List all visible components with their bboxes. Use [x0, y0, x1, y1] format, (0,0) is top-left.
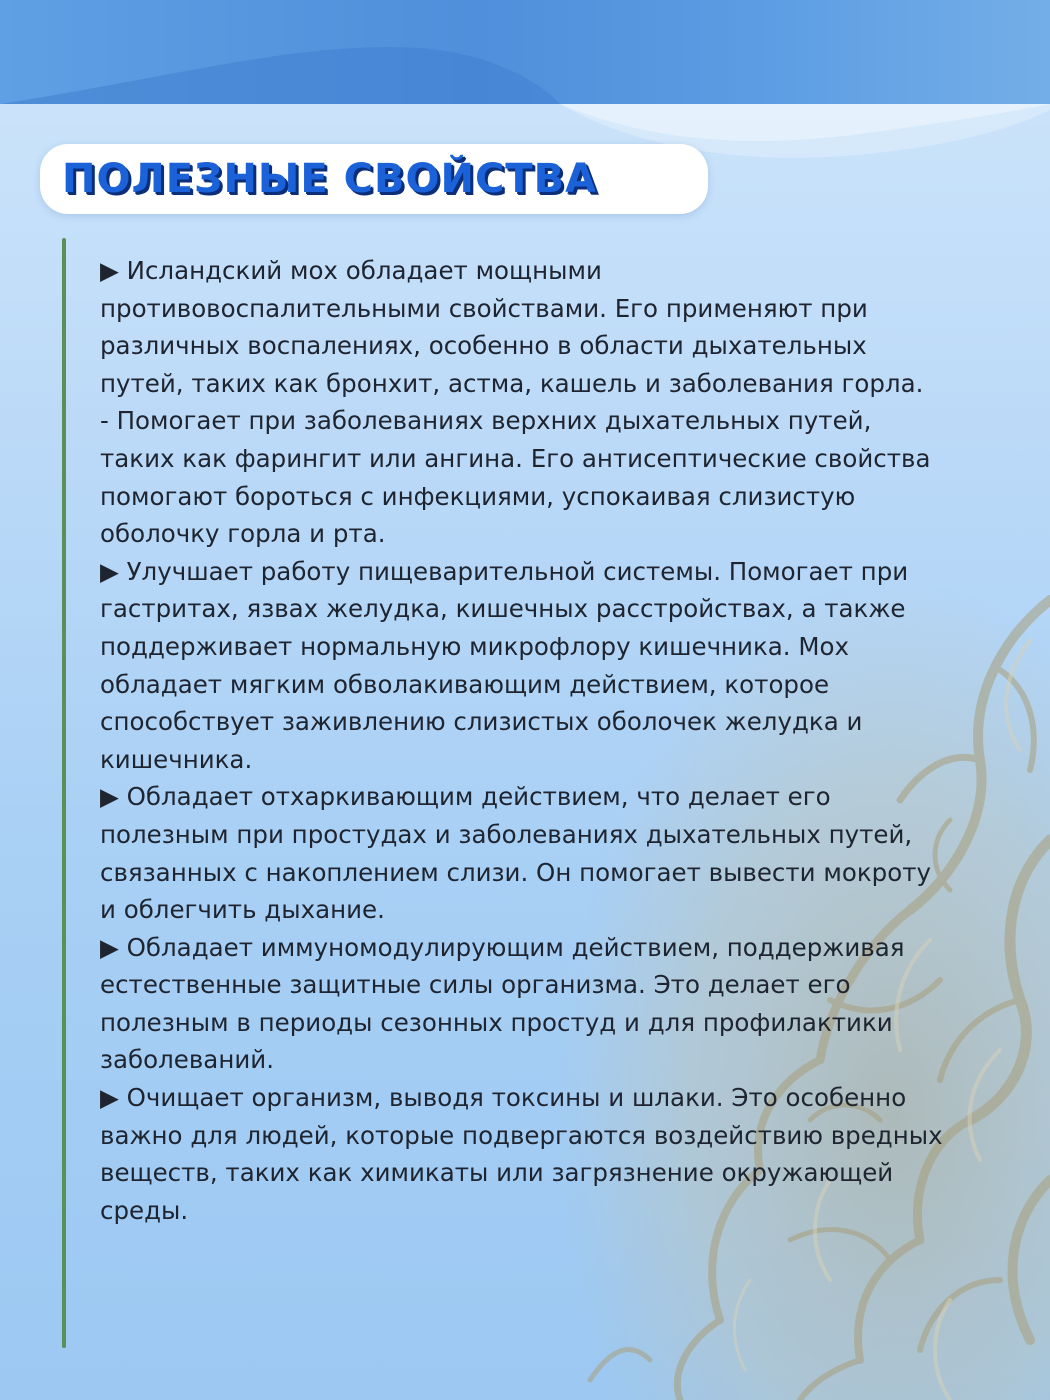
accent-divider-line — [62, 238, 66, 1348]
paragraph-anti-inflammatory: ▶ Исландский мох обладает мощными противовоспалительными свойствами. Его применяют при различных воспалениях, особенно в области дыхательных путей, таких как бронхит, астма, кашель и заболевания горла. — [100, 256, 924, 398]
page-title: ПОЛЕЗНЫЕ СВОЙСТВА — [62, 156, 598, 202]
paragraph-immunomodulating: ▶ Обладает иммуномодулирующим действием, поддерживая естественные защитные силы организма. Это делает его полезным в периоды сезонных простуд и для профилактики заболеваний. — [100, 932, 905, 1075]
paragraph-expectorant: ▶ Обладает отхаркивающим действием, что делает его полезным при простудах и заболеваниях дыхательных путей, связанных с накоплением слизи. Он помогает вывести мокроту и облегчить дыхание. — [100, 782, 931, 925]
title-banner — [40, 144, 708, 214]
paragraph-upper-respiratory: - Помогает при заболеваниях верхних дыхательных путей, таких как фарингит или ангина. Его антисептические свойства помогают бороться с инфекциями, успокаивая слизистую оболочку горла и рта. — [100, 406, 931, 549]
paragraph-detox: ▶ Очищает организм, выводя токсины и шлаки. Это особенно важно для людей, которые подвергаются воздействию вредных веществ, таких как химикаты или загрязнение окружающей среды. — [100, 1083, 943, 1225]
paragraph-digestive: ▶ Улучшает работу пищеварительной системы. Помогает при гастритах, язвах желудка, кишечных расстройствах, а также поддерживает нормальную микрофлору кишечника. Мох обладает мягким обволакивающим действием, которое способствует заживлению слизистых оболочек желудка и кишечника. — [100, 556, 909, 774]
benefits-text — [100, 252, 950, 1229]
